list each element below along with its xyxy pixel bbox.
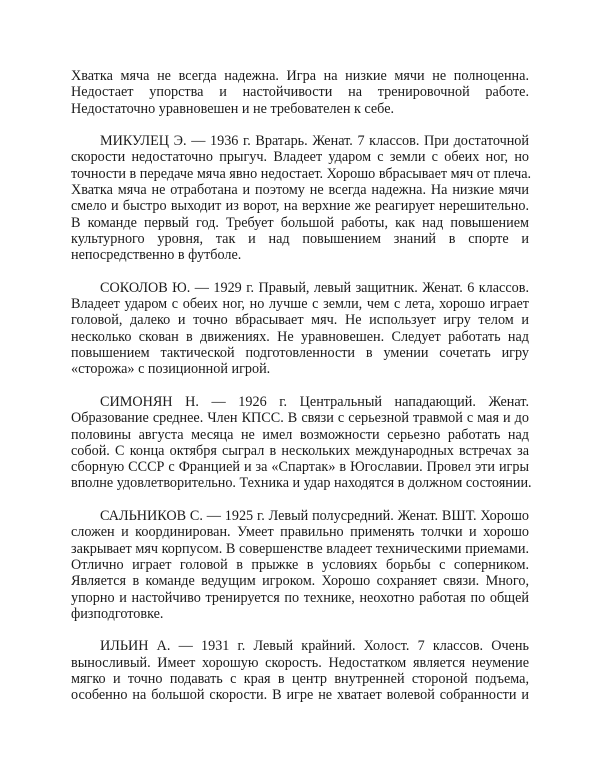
text-line: физподготовке. <box>71 605 164 622</box>
text-line: выносливый. Имеет хорошую скорость. Недостатком является неумение <box>71 654 529 671</box>
text-line: сборную СССР с Францией и за «Спартак» в Югославии. Провел эти игры <box>71 459 529 476</box>
text-line: Недостаточно уравновешен и не требователен к себе. <box>71 100 395 117</box>
text-line: повышением тактической подготовленности в умении сочетать игру <box>71 345 529 362</box>
text-line: особенно на большой скорости. В игре не хватает волевой собранности и <box>71 687 529 704</box>
paragraph-sokolov <box>71 280 529 378</box>
text-line: половины августа месяца не имел возможности серьезно работать над <box>71 426 529 443</box>
document-page <box>71 68 532 720</box>
text-line: мягко и точно подавать с края в центр внутренней стороной подъема, <box>71 670 529 687</box>
text-line: точности в передаче мяча явно недостает. Хорошо вбрасывает мяч от плеча. <box>71 165 532 182</box>
text-line: сложен и координирован. Умеет правильно применять толчки и хорошо <box>71 524 529 541</box>
text-line: закрывает мяч корпусом. В совершенстве владеет техническими приемами. <box>71 540 529 557</box>
text-line: Владеет ударом с обеих ног, но лучше с земли, чем с лета, хорошо играет <box>71 296 529 313</box>
text-line: собой. С конца октября сыграл в нескольких международных встречах за <box>71 442 529 459</box>
text-line: несколько скован в движениях. Не уравновешен. Следует работать над <box>71 328 529 345</box>
text-line: ИЛЬИН А. — 1931 г. Левый крайний. Холост. 7 классов. Очень <box>100 638 529 655</box>
text-line: В команде первый год. Требует большой работы, как над повышением <box>71 214 529 231</box>
text-line: Является в команде ведущим игроком. Хорошо сохраняет связи. Много, <box>71 573 529 590</box>
text-line: непосредственно в футболе. <box>71 247 242 264</box>
text-line: Хватка мяча не отработана и поэтому не всегда надежна. На низкие мячи <box>71 182 529 199</box>
paragraph-intro-continuation <box>71 68 529 117</box>
text-line: упорно и настойчиво тренируется по технике, неохотно работая по общей <box>71 589 529 606</box>
text-line: смело и быстро выходит из ворот, на верхние же реагирует нерешительно. <box>71 198 529 215</box>
text-line: Хватка мяча не всегда надежна. Игра на низкие мячи не полноценна. <box>71 68 529 84</box>
paragraph-simonyan <box>71 393 532 492</box>
text-line: Отлично играет головой в прыжке в условиях борьбы с соперником. <box>71 556 529 573</box>
text-line: СИМОНЯН Н. — 1926 г. Центральный нападающий. Женат. <box>100 393 529 410</box>
paragraph-mikulets <box>71 133 532 264</box>
text-line: СОКОЛОВ Ю. — 1929 г. Правый, левый защитник. Женат. 6 классов. <box>100 279 529 296</box>
text-line: САЛЬНИКОВ С. — 1925 г. Левый полусредний. Женат. ВШТ. Хорошо <box>100 508 529 525</box>
text-line: Образование среднее. Член КПСС. В связи с серьезной травмой с мая и до <box>71 410 529 427</box>
text-line: головой, далеко и точно вбрасывает мяч. Не использует игру телом и <box>71 312 529 329</box>
text-line: скорости недостаточно прыгуч. Владеет ударом с земли с обеих ног, но <box>71 149 529 166</box>
text-line: Недостает упорства и настойчивости на тренировочной работе. <box>71 84 529 101</box>
paragraph-ilyin <box>71 638 529 703</box>
text-line: вполне удовлетворительно. Техника и удар находятся в должном состоянии. <box>71 475 532 492</box>
text-line: культурного уровня, так и над повышением знаний в спорте и <box>71 230 529 247</box>
text-line: МИКУЛЕЦ Э. — 1936 г. Вратарь. Женат. 7 классов. При достаточной <box>100 133 529 150</box>
paragraph-salnikov <box>71 508 529 622</box>
text-line: «сторожа» с позиционной игрой. <box>71 361 271 378</box>
